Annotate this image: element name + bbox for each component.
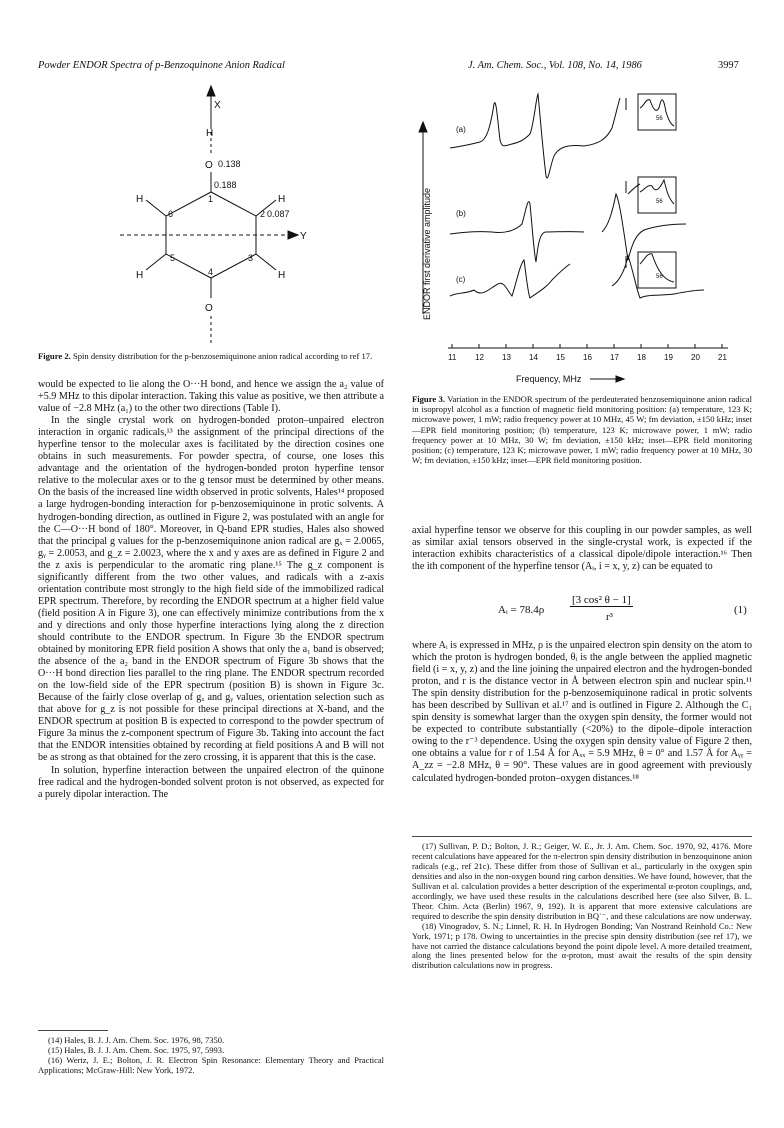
right-paragraph-2: where Aᵢ is expressed in MHz, ρ is the unpaired electron spin density on the atom to which the proton is hydrogen bonded, θᵢ is the angle between the applied magnetic field (i = x, y, z) and the line joining the unpaired electron and the hydrogen-bonded proton, and r is the distance vector in Å between electron spin and nuclear spin.¹¹ The spin density distribution for the p-benzosemiquinone radical in protic solvents has been described by Sullivan et al.¹⁷ and is outlined in Figure 2. Although the C₁ spin density is somewhat larger than the oxygen spin density, the former would not be expected to contribute substantially (<20%) to the dipole–dipole interaction owing to the r⁻³ dependence. Using the oxygen spin density value of Figure 2 then, one obtains a value for r of 1.54 Å for Aₓₓ = 5.9 MHz, θ = 0° and 1.57 Å for Aᵧᵧ = A_zz = −2.8 MHz, θ = 90°. These values are in good agreement with previously calculated hydrogen-bonded proton–oxygen distances.¹⁸ (412, 640, 752, 784)
x-tick-label: 12 (475, 353, 484, 362)
left-column-text (38, 379, 384, 801)
footnote-18: (18) Vinogradov, S. N.; Linnel, R. H. In Hydrogen Bonding; Van Nostrand Reinhold Co.: New York, 1971; p 178. Owing to uncertainties in the precise spin density distribution (see ref 17), we have not carried the distance calculations beyond the point dipole level. A more detailed treatment, along the lines presented below for the α-proton, must await the results of the spin density distribution calculations now in progress. (412, 920, 752, 971)
footnote-14: (14) Hales, B. J. J. Am. Chem. Soc. 1976, 98, 7350. (48, 1035, 225, 1045)
fig2-o-top: O (205, 160, 213, 171)
figure-3-caption (412, 394, 752, 465)
fig2-c3: 3 (248, 253, 254, 263)
x-tick-label: 19 (664, 353, 673, 362)
page-number: 3997 (718, 60, 739, 71)
left-paragraph-2: In the single crystal work on hydrogen-bonded proton–unpaired electron interaction in organic radicals,¹³ the assignment of the principal directions of the hyperfine tensor to the molecular axes is facilitated by the direction cosines one obtains in such measurements. For powder spectra, of course, one loses this advantage and the orientation of the hydrogen-bonded proton hyperfine tensor relative to the molecular axes or to the g tensor must be determined by other means. On the basis of the increased line width observed in protic solvents, Hales¹⁴ proposed a large hydrogen-bonding interaction for p-benzosemiquinone in protic solvents. A hydrogen-bonding direction, as outlined in Figure 2, was postulated with an angle for the C—O···H bond of 180°. Moreover, in Q-band EPR studies, Hales also showed that the principal g values for the p-benzosemiquinone anion radical are gₓ = 2.0065, gᵧ = 2.0053, and g_z = 2.0023, where the x and y axes are as defined in Figure 2 and the z axis is perpendicular to the aromatic ring plane.¹⁵ The g_z component is significantly different from the two other values, and radicals with a z-axis orientation contribute most strongly to the high field side of the immobilized radical EPR spectrum. Therefore, by recording the ENDOR spectrum at a higher field value (field position A in Figure 3), one can effectively minimize contributions from the x and y directions and only those hyperfine interactions lying along the z direction should contribute to the ENDOR spectrum. In Figure 3b the ENDOR spectrum obtained by monitoring EPR field position A shows that only the a₁ band is observed; the absence of the a₂ band in the ENDOR spectrum of Figure 3b shows that the O···H bond direction lies parallel to the ring plane. The ENDOR spectrum recorded on the low-field side of the EPR spectrum (position B) is shown in Figure 3c. Because of the fairly close overlap of gₓ and gᵧ values, orientation selection such as that above for g_z is not possible for these principal directions at X-band, and the ENDOR spectrum at position B is expected to correspond to the powder spectrum of Figure 3a minus the z-component spectrum of Figure 3b. Taking into account the fact that the ENDOR intensities obtained by recording at field positions A and B will not be as strong as that obtained for the zero crossing, it is apparent that this is the case. (38, 415, 384, 764)
figure-2-diagram (120, 84, 330, 346)
x-tick-label: 17 (610, 353, 619, 362)
fig2-h6: H (136, 194, 144, 205)
fig3-y-axis-label: ENDOR first derivative amplitude (422, 187, 432, 320)
fig2-h-top: H (206, 128, 214, 139)
left-footnotes (38, 1036, 384, 1076)
equation-numerator: [3 cos² θ − 1] (572, 594, 631, 606)
right-footnote-rule (412, 836, 752, 837)
fig2-c5: 5 (170, 253, 176, 263)
fig2-x-label: X (214, 100, 221, 111)
fig2-h5: H (136, 270, 144, 281)
fig3-x-axis-label: Frequency, MHz (516, 374, 582, 384)
footnote-17: (17) Sullivan, P. D.; Bolton, J. R.; Geiger, W. E., Jr. J. Am. Chem. Soc. 1970, 92, 4176. More recent calculations have appeared for the π-electron spin density distribution in benzoquinone anion radicals (e.g., ref 21c). These differ from those of Sullivan et al., particularly in the oxygen spin densities and also in the non-oxygen bound ring carbon densities. We have found, however, that the Sullivan et al. calculation provides a better description of the experimental α-proton couplings, and, accordingly, we have used these results in the calculations described here (see also Silver, B. L. Theor. Chim. Acta (Berlin) 1967, 9, 192). It is apparent that more extensive calculations are required to describe the spin density distribution in BQ˙⁻, and these calculations are now underway. (412, 841, 752, 921)
figure-2-caption-text: Spin density distribution for the p-benzosemiquinone anion radical according to ref 17. (72, 351, 373, 361)
running-head-left: Powder ENDOR Spectra of p-Benzoquinone Anion Radical (38, 60, 285, 71)
fig2-y-label: Y (300, 231, 307, 242)
fig2-h2: H (278, 194, 286, 205)
x-tick-label: 18 (637, 353, 646, 362)
right-footnotes (412, 842, 752, 971)
x-tick-label: 21 (718, 353, 727, 362)
figure-2-caption-label: Figure 2. (38, 351, 71, 361)
left-paragraph-1: would be expected to lie along the O···H bond, and hence we assign the a₂ value of +5.9 MHz to this dipolar interaction. Taking this value as positive, we then attribute a value of −2.8 MHz (a₁) to the other two directions (Table I). (38, 379, 384, 415)
fig2-o-density: 0.138 (218, 159, 241, 169)
figure-2-caption (38, 351, 384, 361)
footnote-16: (16) Wertz, J. E.; Bolton, J. R. Electron Spin Resonance: Elementary Theory and Practical Applications; McGraw-Hill: New York, 1972. (38, 1054, 384, 1075)
x-tick-label: 16 (583, 353, 592, 362)
fig2-o-bottom: O (205, 303, 213, 314)
panel-b-label: (b) (456, 209, 466, 218)
fig2-c2: 2 (260, 209, 266, 219)
inset-b-label: 56 (656, 199, 663, 205)
right-paragraph-1: axial hyperfine tensor we observe for this coupling in our powder samples, as well as similar axial tensors observed in the single-crystal work, is expected if the interaction exhibits characteristics of a classical dipole/dipole interaction.¹⁶ Then the ith component of the hyperfine tensor (Aᵢ, i = x, y, z) can be equated to (412, 525, 752, 573)
inset-a-label: 56 (656, 116, 663, 122)
footnote-15: (15) Hales, B. J. J. Am. Chem. Soc. 1975, 97, 5993. (48, 1044, 225, 1055)
equation-denominator: r³ (606, 611, 613, 623)
x-tick-label: 14 (529, 353, 538, 362)
fig2-c4: 4 (208, 267, 214, 277)
inset-c-label: 56 (656, 274, 663, 280)
x-tick-label: 20 (691, 353, 700, 362)
left-paragraph-3: In solution, hyperfine interaction between the unpaired electron of the quinone free radical and the hydrogen-bonded solvent proton is not observed, as expected for a purely dipolar interaction. The (38, 764, 384, 800)
equation-number: (1) (734, 604, 747, 616)
x-tick-label: 11 (448, 353, 457, 362)
panel-c-label: (c) (456, 275, 466, 284)
left-footnote-rule (38, 1030, 108, 1031)
panel-a-label: (a) (456, 125, 466, 134)
fig2-c1: 1 (208, 194, 214, 204)
fig2-h3: H (278, 270, 286, 281)
figure-3-caption-text: Variation in the ENDOR spectrum of the perdeuterated benzosemiquinone anion radical in isopropyl alcohol as a function of magnetic field monitoring position: (a) temperature, 123 K; microwave power, 1 mW; radio frequency power at 10 MHz, 45 W; fm deviation, ±150 kHz; inset—EPR field monitoring position; (b) temperature, 123 K; microwave power, 1 mW; radio frequency power at 10 MHz, 30 W; fm deviation, ±150 kHz; inset—EPR field monitoring position; (c) temperature, 123 K; microwave power, 1 mW; radio frequency power at 10 MHz, 30 W; fm deviation, ±150 kHz; inset—EPR field monitoring position. (412, 394, 752, 466)
equation-lhs: Aᵢ = 78.4ρ (498, 604, 545, 616)
running-head-right: J. Am. Chem. Soc., Vol. 108, No. 14, 1986 (468, 60, 642, 71)
fig2-c2-density: 0.087 (267, 209, 290, 219)
fig2-c1-density: 0.188 (214, 180, 237, 190)
equation-1 (498, 594, 758, 626)
figure-3-caption-label: Figure 3. (412, 394, 445, 404)
fig2-c6: 6 (168, 209, 174, 219)
x-tick-label: 13 (502, 353, 511, 362)
x-tick-label: 15 (556, 353, 565, 362)
figure-3-plot (412, 84, 752, 388)
